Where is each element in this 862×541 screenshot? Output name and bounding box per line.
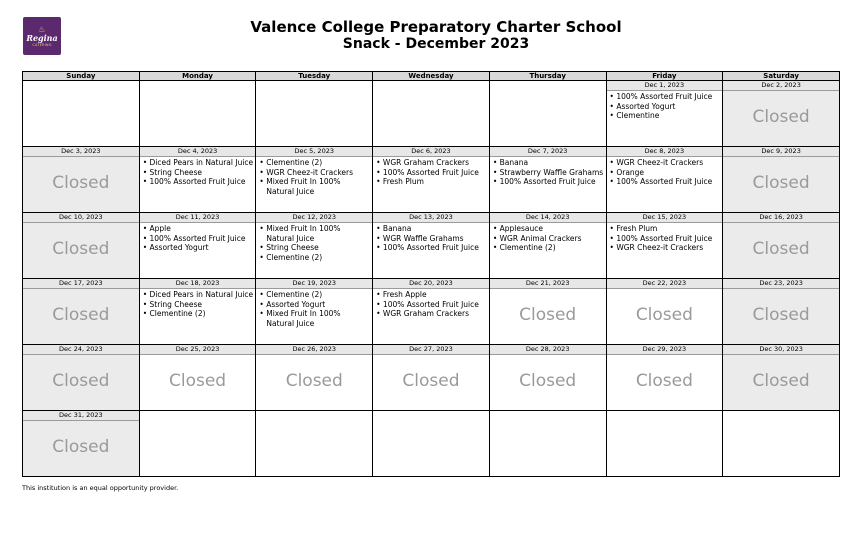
snack-list	[490, 157, 606, 187]
snack-item: • WGR Waffle Grahams	[376, 234, 487, 244]
day-cell	[373, 279, 490, 345]
snack-item: • Fresh Plum	[376, 177, 487, 187]
snack-list	[140, 223, 256, 253]
day-cell	[256, 147, 373, 213]
weekday-header-thursday: Thursday	[489, 72, 606, 81]
calendar-week-row	[23, 213, 840, 279]
day-cell	[373, 213, 490, 279]
day-date: Dec 29, 2023	[607, 345, 723, 355]
day-cell	[23, 345, 140, 411]
day-date: Dec 21, 2023	[490, 279, 606, 289]
day-date: Dec 31, 2023	[23, 411, 139, 421]
snack-item: • Strawberry Waffle Grahams	[493, 168, 604, 178]
day-date: Dec 27, 2023	[373, 345, 489, 355]
day-date: Dec 5, 2023	[256, 147, 372, 157]
empty-day-cell	[139, 81, 256, 147]
weekday-header-monday: Monday	[139, 72, 256, 81]
closed-label: Closed	[52, 437, 110, 457]
day-date: Dec 15, 2023	[607, 213, 723, 223]
logo-text: Regina	[26, 32, 58, 43]
empty-day-cell	[23, 81, 140, 147]
closed-label: Closed	[52, 173, 110, 193]
calendar-week-row	[23, 81, 840, 147]
day-date: Dec 1, 2023	[607, 81, 723, 91]
day-cell	[256, 345, 373, 411]
day-date: Dec 4, 2023	[140, 147, 256, 157]
day-date: Dec 30, 2023	[723, 345, 839, 355]
day-date: Dec 13, 2023	[373, 213, 489, 223]
day-date: Dec 10, 2023	[23, 213, 139, 223]
snack-item: • 100% Assorted Fruit Juice	[376, 168, 487, 178]
empty-day-cell	[606, 411, 723, 477]
day-cell	[606, 213, 723, 279]
day-cell	[373, 345, 490, 411]
day-date: Dec 18, 2023	[140, 279, 256, 289]
closed-label: Closed	[402, 371, 460, 391]
closed-label: Closed	[635, 371, 693, 391]
empty-day-cell	[373, 411, 490, 477]
day-cell	[489, 345, 606, 411]
snack-item: • String Cheese	[259, 243, 370, 253]
closed-label: Closed	[752, 371, 810, 391]
snack-item: • String Cheese	[143, 168, 254, 178]
snack-item: • Clementine	[610, 111, 721, 121]
day-cell	[489, 279, 606, 345]
day-date: Dec 26, 2023	[256, 345, 372, 355]
snack-item: • 100% Assorted Fruit Juice	[143, 177, 254, 187]
closed-label: Closed	[52, 305, 110, 325]
snack-item: • Clementine (2)	[259, 158, 370, 168]
snack-item: • 100% Assorted Fruit Juice	[493, 177, 604, 187]
weekday-header-wednesday: Wednesday	[373, 72, 490, 81]
calendar-body	[23, 81, 840, 477]
day-date: Dec 8, 2023	[607, 147, 723, 157]
snack-item: • Clementine (2)	[143, 309, 254, 319]
empty-day-cell	[723, 411, 840, 477]
empty-day-cell	[489, 411, 606, 477]
day-cell	[489, 213, 606, 279]
day-date: Dec 22, 2023	[607, 279, 723, 289]
calendar-week-row	[23, 279, 840, 345]
day-cell	[723, 213, 840, 279]
snack-list	[140, 289, 256, 319]
snack-item: • Assorted Yogurt	[259, 300, 370, 310]
snack-item: • Clementine (2)	[493, 243, 604, 253]
snack-item: • Mixed Fruit In 100% Natural Juice	[259, 309, 370, 328]
calendar-week-row	[23, 147, 840, 213]
snack-item: • 100% Assorted Fruit Juice	[376, 243, 487, 253]
closed-label: Closed	[169, 371, 227, 391]
snack-item: • Apple	[143, 224, 254, 234]
closed-label: Closed	[285, 371, 343, 391]
footer-note: This institution is an equal opportunity provider.	[22, 484, 179, 492]
day-date: Dec 24, 2023	[23, 345, 139, 355]
day-cell	[723, 345, 840, 411]
day-date: Dec 12, 2023	[256, 213, 372, 223]
closed-label: Closed	[752, 173, 810, 193]
chef-hat-icon: ♨	[38, 24, 46, 34]
snack-item: • 100% Assorted Fruit Juice	[610, 92, 721, 102]
snack-list	[256, 223, 372, 262]
snack-list	[373, 157, 489, 187]
day-cell	[139, 345, 256, 411]
day-date: Dec 28, 2023	[490, 345, 606, 355]
day-date: Dec 7, 2023	[490, 147, 606, 157]
day-cell	[723, 147, 840, 213]
closed-label: Closed	[752, 305, 810, 325]
day-cell	[23, 411, 140, 477]
day-cell	[23, 213, 140, 279]
empty-day-cell	[256, 411, 373, 477]
snack-list	[490, 223, 606, 253]
snack-item: • Orange	[610, 168, 721, 178]
day-cell	[139, 279, 256, 345]
page-title: Valence College Preparatory Charter School	[250, 18, 622, 36]
weekday-header-row	[23, 72, 840, 81]
day-cell	[373, 147, 490, 213]
day-cell	[23, 279, 140, 345]
snack-list	[607, 91, 723, 121]
day-cell	[139, 213, 256, 279]
snack-item: • Assorted Yogurt	[143, 243, 254, 253]
closed-label: Closed	[52, 371, 110, 391]
snack-item: • WGR Graham Crackers	[376, 309, 487, 319]
snack-item: • Fresh Apple	[376, 290, 487, 300]
snack-list	[607, 157, 723, 187]
snack-item: • WGR Animal Crackers	[493, 234, 604, 244]
day-date: Dec 3, 2023	[23, 147, 139, 157]
snack-item: • WGR Cheez-it Crackers	[259, 168, 370, 178]
day-date: Dec 19, 2023	[256, 279, 372, 289]
calendar-week-row	[23, 411, 840, 477]
day-date: Dec 20, 2023	[373, 279, 489, 289]
day-date: Dec 6, 2023	[373, 147, 489, 157]
day-cell	[723, 279, 840, 345]
closed-label: Closed	[752, 239, 810, 259]
closed-label: Closed	[52, 239, 110, 259]
snack-item: • Clementine (2)	[259, 290, 370, 300]
day-date: Dec 9, 2023	[723, 147, 839, 157]
day-date: Dec 2, 2023	[723, 81, 839, 91]
snack-item: • Applesauce	[493, 224, 604, 234]
snack-item: • Mixed Fruit In 100% Natural Juice	[259, 177, 370, 196]
day-cell	[139, 147, 256, 213]
snack-item: • WGR Graham Crackers	[376, 158, 487, 168]
snack-item: • Banana	[376, 224, 487, 234]
snack-item: • Mixed Fruit In 100% Natural Juice	[259, 224, 370, 243]
closed-label: Closed	[635, 305, 693, 325]
snack-item: • WGR Cheez-it Crackers	[610, 243, 721, 253]
day-cell	[606, 147, 723, 213]
day-date: Dec 16, 2023	[723, 213, 839, 223]
snack-item: • Assorted Yogurt	[610, 102, 721, 112]
day-date: Dec 11, 2023	[140, 213, 256, 223]
menu-calendar	[22, 71, 840, 477]
snack-list	[256, 289, 372, 328]
snack-item: • Diced Pears in Natural Juice	[143, 158, 254, 168]
day-cell	[256, 213, 373, 279]
closed-label: Closed	[519, 371, 577, 391]
day-date: Dec 17, 2023	[23, 279, 139, 289]
logo-subtext: CATERING	[32, 42, 52, 47]
closed-label: Closed	[752, 107, 810, 127]
day-date: Dec 14, 2023	[490, 213, 606, 223]
closed-label: Closed	[519, 305, 577, 325]
snack-item: • 100% Assorted Fruit Juice	[610, 177, 721, 187]
empty-day-cell	[373, 81, 490, 147]
snack-list	[373, 223, 489, 253]
day-cell	[723, 81, 840, 147]
day-cell	[489, 147, 606, 213]
snack-item: • 100% Assorted Fruit Juice	[376, 300, 487, 310]
weekday-header-saturday: Saturday	[723, 72, 840, 81]
day-cell	[23, 147, 140, 213]
weekday-header-sunday: Sunday	[23, 72, 140, 81]
empty-day-cell	[256, 81, 373, 147]
snack-item: • WGR Cheez-it Crackers	[610, 158, 721, 168]
snack-list	[140, 157, 256, 187]
snack-list	[607, 223, 723, 253]
empty-day-cell	[489, 81, 606, 147]
day-cell	[606, 279, 723, 345]
snack-list	[373, 289, 489, 319]
calendar-week-row	[23, 345, 840, 411]
snack-item: • String Cheese	[143, 300, 254, 310]
page-subtitle: Snack - December 2023	[342, 36, 530, 52]
snack-list	[256, 157, 372, 196]
snack-item: • 100% Assorted Fruit Juice	[143, 234, 254, 244]
weekday-header-tuesday: Tuesday	[256, 72, 373, 81]
snack-item: • Banana	[493, 158, 604, 168]
snack-item: • Diced Pears in Natural Juice	[143, 290, 254, 300]
day-cell	[606, 345, 723, 411]
page-header	[0, 18, 862, 53]
empty-day-cell	[139, 411, 256, 477]
day-date: Dec 25, 2023	[140, 345, 256, 355]
snack-item: • Clementine (2)	[259, 253, 370, 263]
snack-item: • Fresh Plum	[610, 224, 721, 234]
snack-item: • 100% Assorted Fruit Juice	[610, 234, 721, 244]
day-date: Dec 23, 2023	[723, 279, 839, 289]
day-cell	[606, 81, 723, 147]
weekday-header-friday: Friday	[606, 72, 723, 81]
day-cell	[256, 279, 373, 345]
